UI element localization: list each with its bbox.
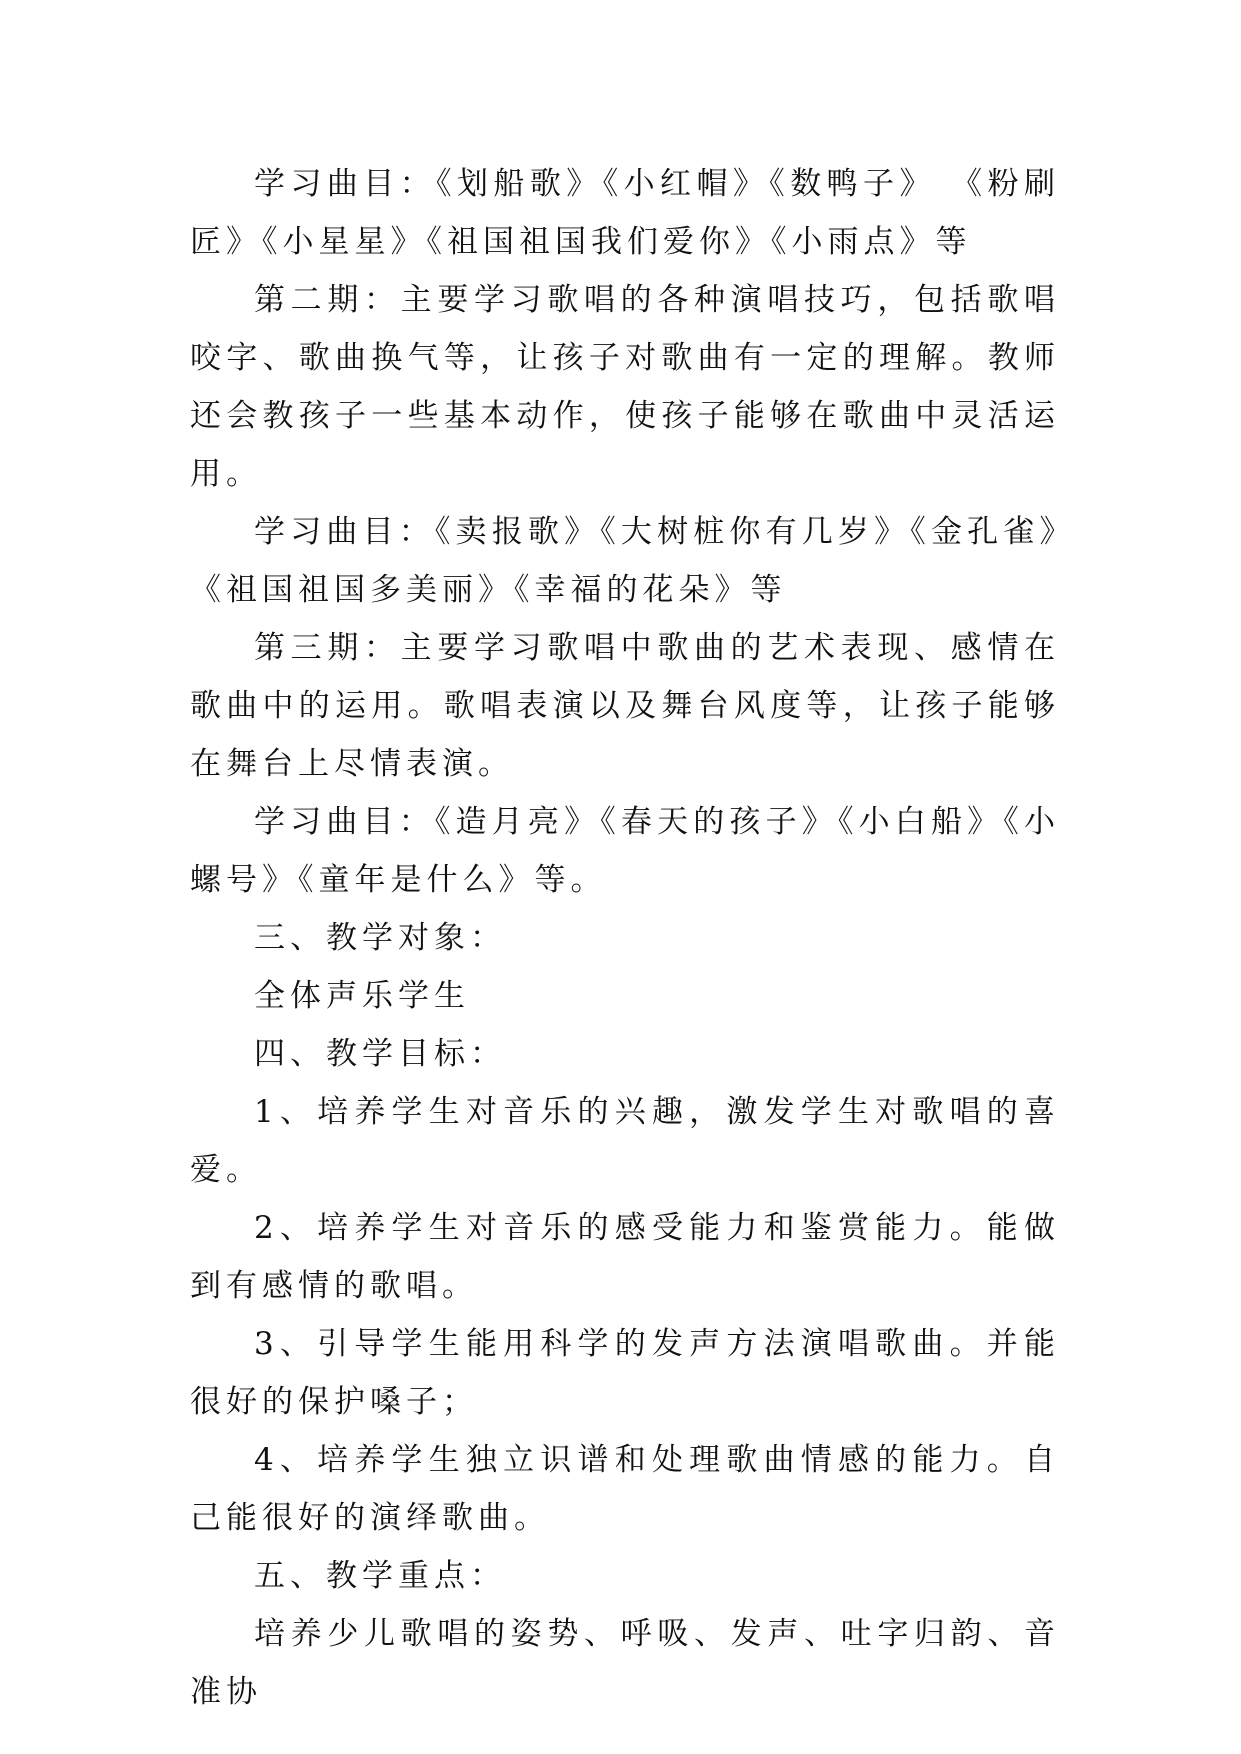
goal-item-2: 2、培养学生对音乐的感受能力和鉴赏能力。能做到有感情的歌唱。 xyxy=(190,1210,1060,1304)
paragraph-songs-period-1: 学习曲目：《划船歌》《小红帽》《数鸭子》 《粉刷匠》《小星星》《祖国祖国我们爱你》《小雨点》等 xyxy=(190,166,1060,260)
paragraph-period-2: 第二期：主要学习歌唱的各种演唱技巧，包括歌唱咬字、歌曲换气等，让孩子对歌曲有一定的理解。教师还会教孩子一些基本动作，使孩子能够在歌曲中灵活运用。 xyxy=(190,282,1060,492)
heading-teaching-goals: 四、教学目标： xyxy=(254,1036,506,1072)
paragraph-songs-period-2: 学习曲目：《卖报歌》《大树桩你有几岁》《金孔雀》《祖国祖国多美丽》《幸福的花朵》等 xyxy=(190,514,1060,608)
goal-item-4: 4、培养学生独立识谱和处理歌曲情感的能力。自己能很好的演绎歌曲。 xyxy=(190,1442,1060,1536)
heading-teaching-target: 三、教学对象： xyxy=(254,920,506,956)
paragraph-teaching-focus: 培养少儿歌唱的姿势、呼吸、发声、吐字归韵、音准协 xyxy=(190,1616,1060,1710)
paragraph-period-3: 第三期：主要学习歌唱中歌曲的艺术表现、感情在歌曲中的运用。歌唱表演以及舞台风度等，让孩子能够在舞台上尽情表演。 xyxy=(190,630,1060,782)
paragraph-songs-period-3: 学习曲目：《造月亮》《春天的孩子》《小白船》《小螺号》《童年是什么》等。 xyxy=(190,804,1060,898)
document-page xyxy=(190,155,1060,1721)
paragraph-target-students: 全体声乐学生 xyxy=(254,978,470,1014)
heading-teaching-focus: 五、教学重点： xyxy=(254,1558,506,1594)
goal-item-1: 1、培养学生对音乐的兴趣，激发学生对歌唱的喜爱。 xyxy=(190,1094,1060,1188)
goal-item-3: 3、引导学生能用科学的发声方法演唱歌曲。并能很好的保护嗓子； xyxy=(190,1326,1060,1420)
